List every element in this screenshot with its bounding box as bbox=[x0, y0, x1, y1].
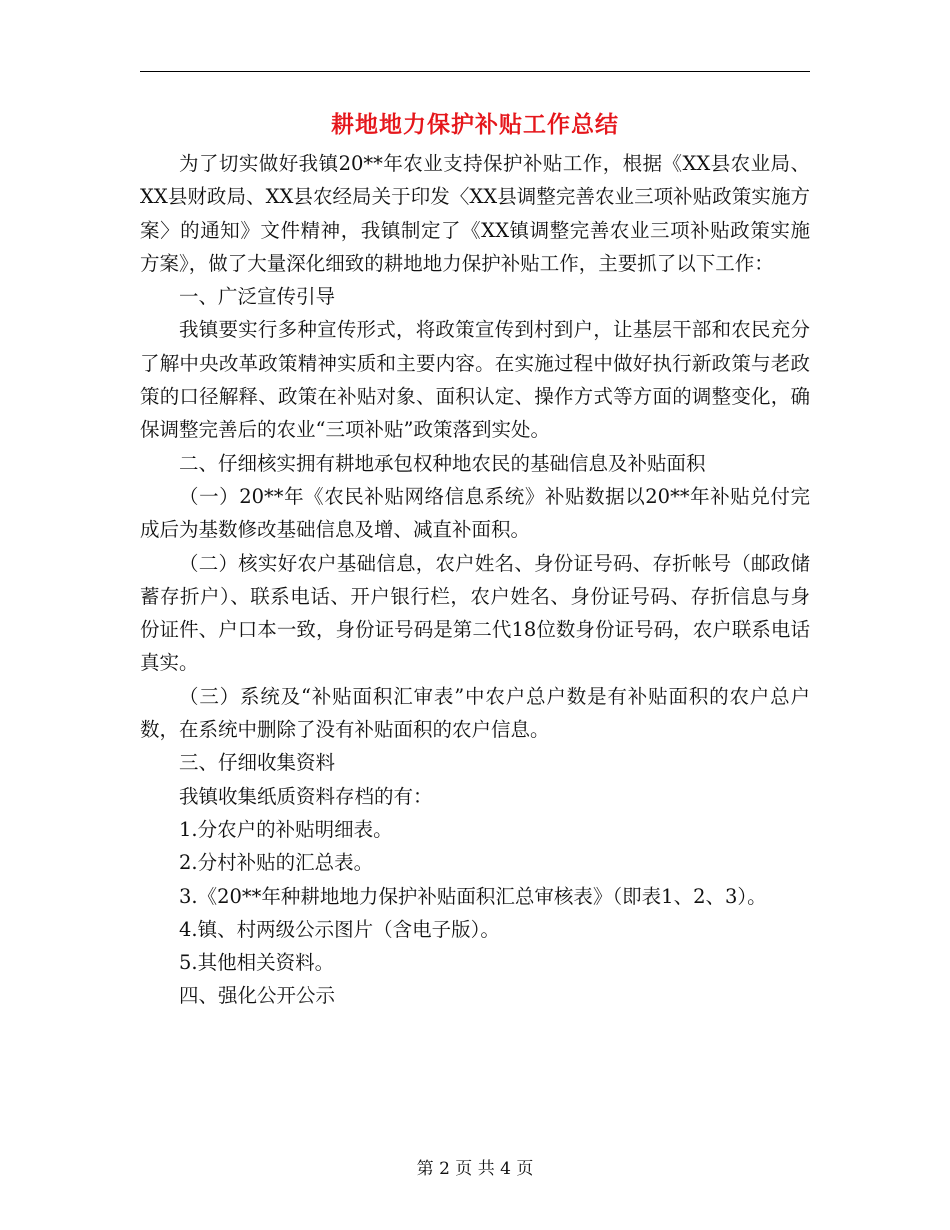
section-heading-1: 一、广泛宣传引导 bbox=[179, 285, 336, 309]
paragraph-materials-intro: 我镇收集纸质资料存档的有： bbox=[179, 784, 433, 808]
section-heading-3: 三、仔细收集资料 bbox=[179, 751, 336, 775]
page-number-footer: 第 2 页 共 4 页 bbox=[416, 1159, 534, 1179]
paragraph-item-2: （二）核实好农户基础信息，农户姓名、身份证号码、存折帐号（邮政储蓄存折户）、联系电话、开户银行栏，农户姓名、身份证号码、存折信息与身份证件、户口本一致，身份证号码是第二代18位数身份证号码，农户联系电话真实。 bbox=[140, 551, 810, 675]
paragraph-item-3: （三）系统及“补贴面积汇审表”中农户总户数是有补贴面积的农户总户数，在系统中删除了没有补贴面积的农户信息。 bbox=[140, 684, 810, 742]
paragraph-intro: 为了切实做好我镇20**年农业支持保护补贴工作，根据《XX县农业局、XX县财政局、XX县农经局关于印发〈XX县调整完善农业三项补贴政策实施方案〉的通知》文件精神，我镇制定了《XX镇调整完善农业三项补贴政策实施方案》，做了大量深化细致的耕地地力保护补贴工作，主要抓了以下工作： bbox=[140, 152, 810, 275]
document-body bbox=[140, 147, 810, 1013]
section-heading-2: 二、仔细核实拥有耕地承包权种地农民的基础信息及补贴面积 bbox=[179, 451, 706, 475]
header-rule bbox=[140, 71, 810, 72]
list-item-2: 2.分村补贴的汇总表。 bbox=[179, 851, 374, 875]
list-item-3: 3.《20**年种耕地地力保护补贴面积汇总审核表》（即表1、2、3）。 bbox=[179, 884, 767, 908]
paragraph-item-1: （一）20**年《农民补贴网络信息系统》补贴数据以20**年补贴兑付完成后为基数修改基础信息及增、减直补面积。 bbox=[140, 484, 810, 542]
list-item-4: 4.镇、村两级公示图片（含电子版）。 bbox=[179, 917, 500, 941]
list-item-5: 5.其他相关资料。 bbox=[179, 951, 335, 975]
section-heading-4: 四、强化公开公示 bbox=[179, 984, 336, 1008]
document-title: 耕地地力保护补贴工作总结 bbox=[331, 112, 619, 138]
list-item-1: 1.分农户的补贴明细表。 bbox=[179, 817, 393, 841]
paragraph-publicity: 我镇要实行多种宣传形式，将政策宣传到村到户，让基层干部和农民充分了解中央改革政策精神实质和主要内容。在实施过程中做好执行新政策与老政策的口径解释、政策在补贴对象、面积认定、操作方式等方面的调整变化，确保调整完善后的农业“三项补贴”政策落到实处。 bbox=[140, 318, 810, 442]
